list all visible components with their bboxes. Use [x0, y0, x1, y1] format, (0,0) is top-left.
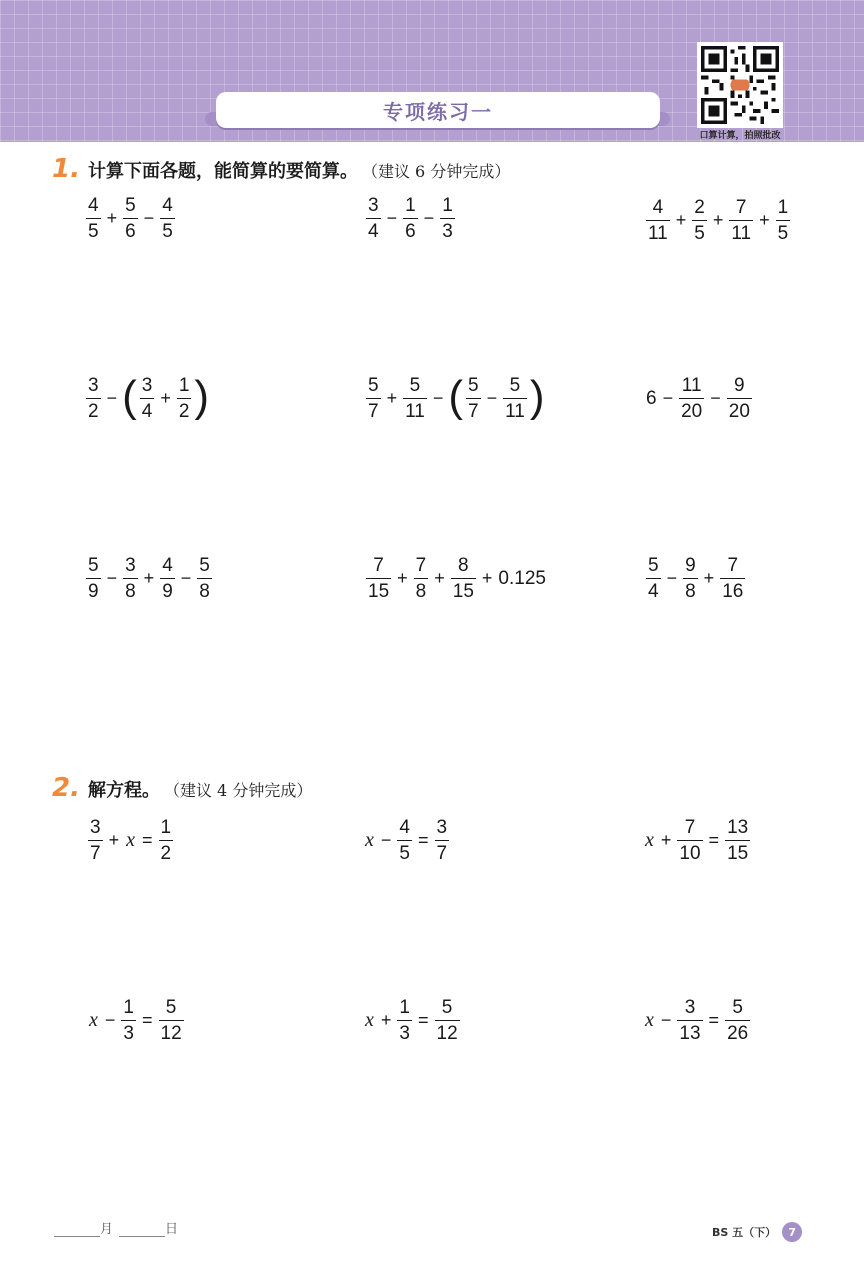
denominator: 5	[162, 221, 173, 243]
denominator: 4	[141, 401, 153, 423]
numerator: 4	[652, 197, 664, 218]
problem	[84, 371, 210, 423]
operator: +	[712, 210, 724, 231]
operator: +	[759, 210, 770, 231]
denominator: 8	[685, 581, 696, 603]
numerator: 5	[165, 997, 177, 1018]
section-1-instruction: 计算下面各题，能简算的要简算。	[87, 161, 358, 182]
denominator: 10	[679, 843, 701, 865]
fraction	[725, 818, 750, 863]
numerator: 1	[399, 997, 410, 1018]
equation	[86, 818, 175, 863]
numerator: 9	[734, 375, 745, 396]
parenthesis: )	[529, 371, 545, 421]
numerator: 3	[125, 555, 136, 576]
denominator: 11	[405, 401, 425, 423]
operator: =	[708, 1010, 720, 1031]
numerator: 4	[88, 195, 99, 216]
fraction	[160, 196, 175, 241]
numerator: 7	[735, 197, 747, 218]
equation	[362, 998, 462, 1043]
qr-caption: 口算计算，拍照批改	[699, 131, 781, 141]
numerator: 5	[509, 375, 521, 396]
numerator: 7	[727, 555, 739, 576]
section-2-number: 2.	[52, 773, 80, 803]
fraction	[729, 198, 753, 243]
operator: =	[141, 830, 153, 851]
fraction	[123, 196, 138, 241]
numerator: 2	[694, 197, 705, 218]
denominator: 3	[442, 221, 453, 243]
denominator: 15	[452, 581, 474, 603]
operator: =	[417, 830, 429, 851]
book-info	[712, 1222, 802, 1242]
denominator: 8	[415, 581, 427, 603]
numerator: 13	[727, 817, 749, 838]
numerator: 1	[405, 195, 416, 216]
numerator: 5	[409, 375, 421, 396]
fraction	[366, 376, 381, 421]
numerator: 3	[141, 375, 153, 396]
operator: −	[423, 208, 435, 229]
date-field	[54, 1218, 178, 1237]
number: 6	[646, 387, 657, 409]
numerator: 7	[415, 555, 427, 576]
numerator: 3	[88, 375, 99, 396]
fraction	[366, 556, 391, 601]
problem	[84, 556, 214, 601]
denominator: 5	[399, 843, 410, 865]
numerator: 5	[199, 555, 210, 576]
fraction	[503, 376, 527, 421]
denominator: 5	[777, 223, 789, 245]
fraction	[397, 998, 412, 1043]
numerator: 1	[178, 375, 190, 396]
denominator: 9	[162, 581, 173, 603]
denominator: 5	[694, 223, 705, 245]
numerator: 5	[468, 375, 479, 396]
operator: −	[662, 388, 674, 409]
month-blank[interactable]	[54, 1223, 100, 1237]
denominator: 3	[399, 1023, 410, 1045]
day-label: 日	[165, 1222, 179, 1237]
denominator: 6	[125, 221, 136, 243]
denominator: 3	[123, 1023, 134, 1045]
fraction	[414, 556, 429, 601]
numerator: 11	[681, 375, 702, 396]
denominator: 7	[468, 401, 479, 423]
problem	[364, 556, 548, 601]
denominator: 11	[648, 223, 668, 245]
equation	[362, 818, 451, 863]
fraction	[177, 376, 192, 421]
operator: −	[106, 568, 118, 589]
problem	[364, 371, 545, 423]
denominator: 12	[436, 1023, 458, 1045]
operator: +	[106, 208, 118, 229]
operator: −	[432, 388, 444, 409]
day-blank[interactable]	[119, 1223, 165, 1237]
problem	[84, 196, 177, 241]
number: 0.125	[498, 567, 546, 589]
operator: +	[660, 830, 672, 851]
operator: −	[380, 830, 392, 851]
fraction	[403, 196, 418, 241]
numerator: 4	[399, 817, 410, 838]
operator: +	[703, 568, 715, 589]
operator: −	[106, 388, 118, 409]
numerator: 5	[441, 997, 453, 1018]
qr-code-icon[interactable]	[697, 42, 783, 128]
operator: −	[386, 208, 398, 229]
fraction	[159, 998, 184, 1043]
numerator: 4	[162, 195, 173, 216]
month-label: 月	[100, 1222, 114, 1237]
parenthesis: )	[194, 371, 210, 421]
denominator: 8	[125, 581, 136, 603]
equation	[642, 998, 752, 1043]
fraction	[159, 818, 174, 863]
numerator: 3	[368, 195, 379, 216]
numerator: 5	[648, 555, 659, 576]
denominator: 2	[160, 843, 172, 865]
numerator: 7	[684, 817, 696, 838]
page-number: 7	[782, 1222, 802, 1242]
numerator: 3	[90, 817, 101, 838]
fraction	[451, 556, 476, 601]
fraction	[677, 998, 702, 1043]
operator: +	[675, 210, 687, 231]
book-label: BS 五（下）	[712, 1226, 777, 1239]
numerator: 5	[368, 375, 379, 396]
fraction	[679, 376, 704, 421]
denominator: 11	[731, 223, 752, 245]
fraction	[646, 198, 670, 243]
fraction	[727, 376, 752, 421]
fraction	[86, 556, 101, 601]
operator: =	[141, 1010, 153, 1031]
numerator: 1	[442, 195, 453, 216]
denominator: 4	[648, 581, 659, 603]
denominator: 5	[88, 221, 99, 243]
denominator: 4	[368, 221, 379, 243]
operator: +	[143, 568, 155, 589]
denominator: 15	[368, 581, 390, 603]
denominator: 2	[88, 401, 99, 423]
fraction	[677, 818, 702, 863]
fraction	[403, 376, 427, 421]
page-title: 专项练习一	[216, 92, 660, 128]
operator: −	[660, 1010, 672, 1031]
denominator: 12	[160, 1023, 182, 1045]
denominator: 20	[681, 401, 703, 423]
operator: −	[710, 388, 721, 409]
operator: =	[708, 830, 720, 851]
section-2-heading	[52, 773, 312, 803]
variable: x	[89, 1009, 98, 1032]
operator: +	[380, 1010, 392, 1031]
fraction	[440, 196, 455, 241]
denominator: 9	[88, 581, 99, 603]
parenthesis: (	[122, 371, 137, 421]
denominator: 7	[436, 843, 448, 865]
parenthesis: (	[448, 371, 463, 421]
denominator: 20	[728, 401, 750, 423]
numerator: 8	[458, 555, 469, 576]
operator: −	[180, 568, 192, 589]
section-2-note: （建议 4 分钟完成）	[163, 781, 313, 800]
denominator: 8	[199, 581, 210, 603]
variable: x	[645, 1009, 654, 1032]
fraction	[646, 556, 661, 601]
fraction	[160, 556, 175, 601]
variable: x	[645, 829, 654, 852]
variable: x	[126, 829, 135, 852]
operator: =	[417, 1010, 429, 1031]
numerator: 4	[162, 555, 173, 576]
fraction	[397, 818, 412, 863]
fraction	[435, 818, 450, 863]
operator: +	[108, 830, 120, 851]
denominator: 6	[405, 221, 416, 243]
problem	[644, 376, 754, 421]
operator: −	[486, 388, 498, 409]
fraction	[720, 556, 745, 601]
denominator: 11	[505, 401, 525, 423]
section-1-heading	[52, 154, 510, 184]
numerator: 1	[123, 997, 134, 1018]
denominator: 13	[679, 1023, 701, 1045]
variable: x	[365, 1009, 374, 1032]
fraction	[692, 198, 707, 243]
denominator: 7	[368, 401, 379, 423]
variable: x	[365, 829, 374, 852]
fraction	[725, 998, 750, 1043]
fraction	[197, 556, 212, 601]
numerator: 5	[732, 997, 743, 1018]
denominator: 2	[178, 401, 190, 423]
fraction	[466, 376, 481, 421]
problem	[644, 198, 792, 243]
operator: +	[397, 568, 408, 589]
problem	[644, 556, 747, 601]
numerator: 5	[88, 555, 99, 576]
operator: +	[434, 568, 445, 589]
fraction	[435, 998, 460, 1043]
section-1-note: （建议 6 分钟完成）	[361, 162, 511, 181]
fraction	[123, 556, 138, 601]
section-1-number: 1.	[52, 154, 80, 184]
fraction	[366, 196, 381, 241]
numerator: 1	[160, 817, 172, 838]
operator: −	[104, 1010, 116, 1031]
fraction	[683, 556, 698, 601]
numerator: 7	[373, 555, 384, 576]
operator: −	[143, 208, 155, 229]
numerator: 1	[777, 197, 789, 218]
denominator: 26	[727, 1023, 749, 1045]
denominator: 7	[90, 843, 101, 865]
numerator: 3	[684, 997, 696, 1018]
fraction	[121, 998, 136, 1043]
operator: +	[386, 388, 398, 409]
denominator: 15	[727, 843, 749, 865]
numerator: 5	[125, 195, 136, 216]
denominator: 16	[722, 581, 744, 603]
equation	[86, 998, 186, 1043]
fraction	[88, 818, 103, 863]
fraction	[86, 196, 101, 241]
problem	[364, 196, 457, 241]
fraction	[140, 376, 155, 421]
equation	[642, 818, 752, 863]
fraction	[776, 198, 791, 243]
fraction	[86, 376, 101, 421]
operator: +	[160, 388, 171, 409]
section-2-instruction: 解方程。	[87, 780, 160, 801]
numerator: 3	[436, 817, 448, 838]
operator: +	[481, 568, 493, 589]
operator: −	[666, 568, 678, 589]
numerator: 9	[685, 555, 696, 576]
